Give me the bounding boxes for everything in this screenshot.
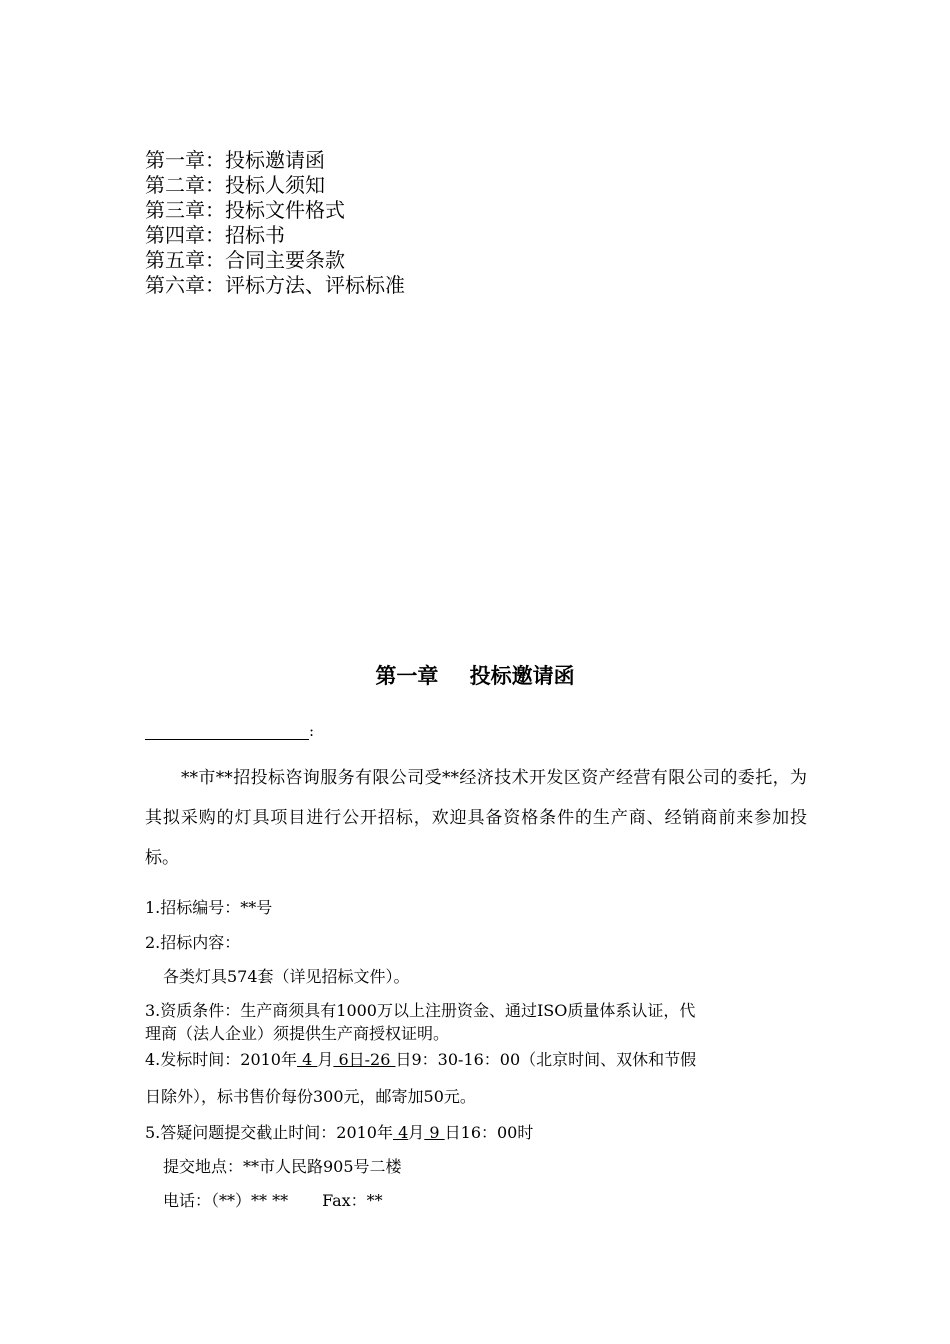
addressee-line [145, 722, 314, 740]
issue-time [145, 1047, 696, 1070]
chapter-number: 第一章 [375, 664, 439, 688]
table-of-contents [145, 148, 405, 298]
fax: Fax：** [322, 1191, 383, 1210]
bid-number: 1.招标编号：**号 [145, 898, 273, 917]
question-deadline [145, 1120, 533, 1143]
phone: 电话：（**）** ** [163, 1191, 289, 1210]
submit-address: 提交地点：**市人民路905号二楼 [163, 1157, 402, 1176]
question-deadline-prefix: 5.答疑问题提交截止时间：2010年 [145, 1123, 393, 1142]
chapter-heading [0, 660, 950, 690]
bid-content-label: 2.招标内容： [145, 933, 241, 952]
toc-item: 第三章：投标文件格式 [145, 198, 345, 222]
question-deadline-rest: 日16：00时 [444, 1123, 534, 1142]
issue-days: 6日-26 [333, 1050, 396, 1069]
toc-item: 第六章：评标方法、评标标准 [145, 273, 405, 297]
question-month: 4 [393, 1123, 409, 1142]
qualification-line-1: 3.资质条件：生产商须具有1000万以上注册资金、通过ISO质量体系认证，代 [145, 1001, 696, 1020]
addressee-blank [145, 724, 309, 740]
toc-item: 第五章：合同主要条款 [145, 248, 345, 272]
toc-item: 第一章：投标邀请函 [145, 148, 325, 172]
chapter-title: 投标邀请函 [469, 664, 575, 688]
issue-month-unit: 月 [317, 1050, 334, 1069]
issue-month: 4 [297, 1050, 318, 1069]
issue-time-prefix: 4.发标时间：2010年 [145, 1050, 297, 1069]
toc-item: 第二章：投标人须知 [145, 173, 325, 197]
question-day: 9 [424, 1123, 445, 1142]
addressee-colon: : [309, 722, 315, 740]
contact-line [163, 1188, 383, 1211]
bid-content-detail: 各类灯具574套（详见招标文件）。 [163, 967, 410, 986]
issue-time-line-2: 日除外），标书售价每份300元，邮寄加50元。 [145, 1087, 476, 1106]
intro-paragraph: **市**招投标咨询服务有限公司受**经济技术开发区资产经营有限公司的委托，为其拟采购的灯具项目进行公开招标，欢迎具备资格条件的生产商、经销商前来参加投标。 [145, 768, 807, 868]
toc-item: 第四章：招标书 [145, 223, 285, 247]
issue-time-rest: 日9：30-16：00（北京时间、双休和节假 [395, 1050, 697, 1069]
question-month-unit: 月 [408, 1123, 425, 1142]
qualification-line-2: 理商（法人企业）须提供生产商授权证明。 [145, 1024, 450, 1043]
